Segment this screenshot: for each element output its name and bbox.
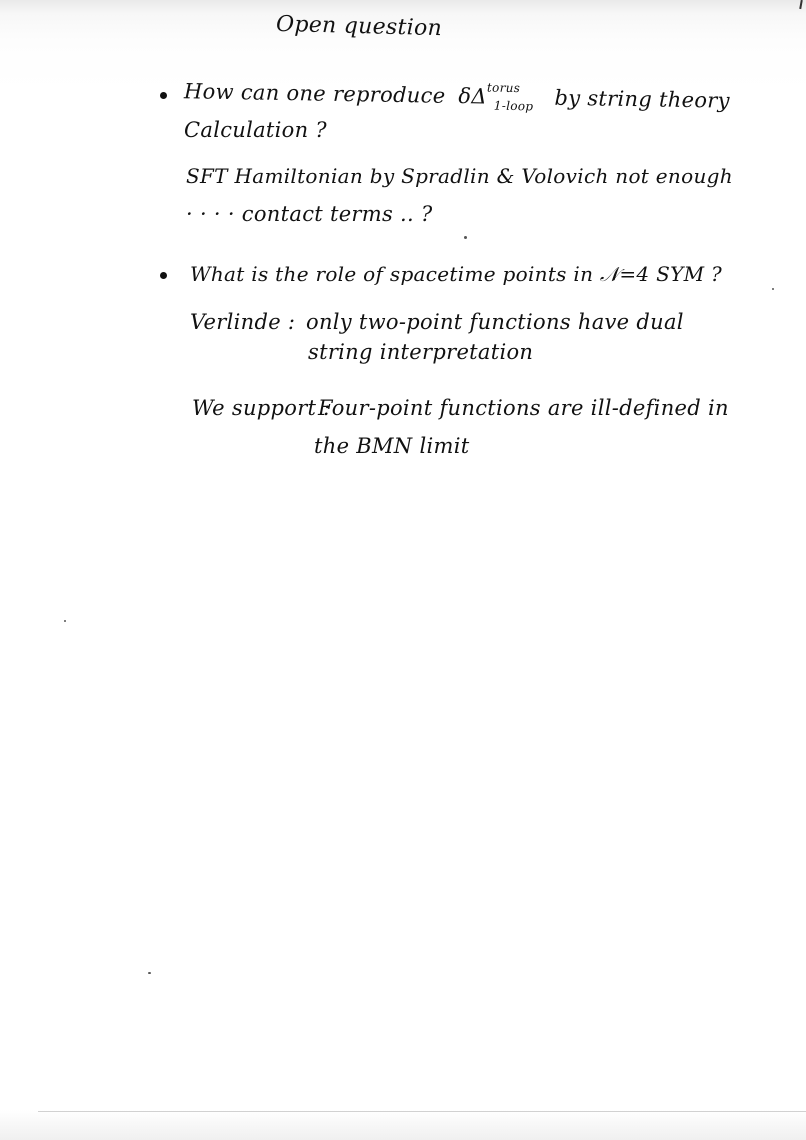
bullet1-line1 — [184, 81, 730, 112]
scan-speck — [148, 972, 151, 974]
delta-symbol: δΔ — [458, 84, 488, 109]
bullet-point-1 — [160, 92, 167, 99]
delta-superscript: torus — [486, 80, 521, 96]
bullet2-line1: What is the role of spacetime points in 𝒩=4 SYM ? — [190, 262, 723, 286]
verlinde-line2: string interpretation — [308, 340, 534, 364]
scan-speck — [64, 620, 66, 622]
bullet1-line1-end: by string theory — [554, 85, 730, 113]
bullet1-line3: SFT Hamiltonian by Spradlin & Volovich not enough — [186, 164, 733, 188]
page-bottom-edge — [38, 1111, 806, 1112]
scan-speck — [464, 236, 467, 239]
we-support-line2: the BMN limit — [314, 434, 470, 458]
corner-pen-mark — [799, 0, 803, 9]
delta-subscript: 1-loop — [493, 98, 534, 114]
bullet1-line2: Calculation ? — [184, 118, 327, 142]
we-support-label: We support : — [192, 396, 331, 420]
verlinde-line1: only two-point functions have dual — [306, 310, 684, 334]
page-title: Open question — [275, 11, 443, 42]
bullet1-line4: · · · · contact terms .. ? — [186, 202, 433, 226]
verlinde-label: Verlinde : — [190, 310, 296, 334]
scan-speck — [772, 288, 774, 290]
we-support-line1: Four-point functions are ill-defined in — [318, 396, 729, 420]
bullet-point-2 — [160, 272, 167, 279]
bullet1-line1-start: How can one reproduce — [183, 79, 446, 108]
